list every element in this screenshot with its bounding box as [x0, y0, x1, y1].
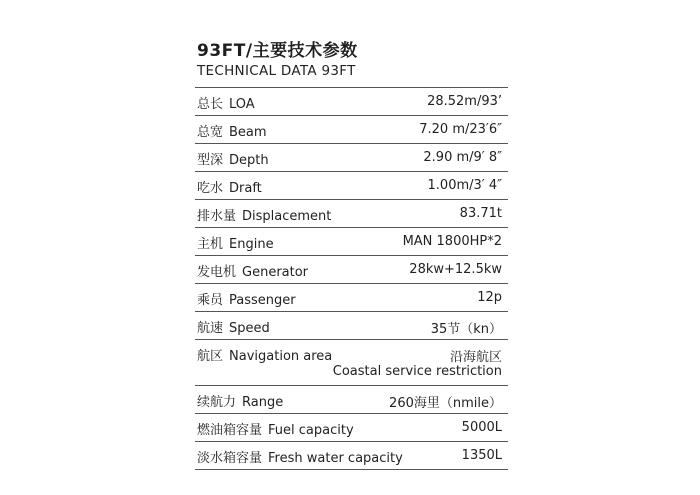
table-row-range	[195, 386, 508, 414]
row-label-en: Range	[242, 395, 284, 410]
row-value: 5000L	[461, 420, 502, 435]
table-row-displacement	[195, 200, 508, 228]
table-row-speed	[195, 312, 508, 340]
row-value: 260海里（nmile）	[389, 396, 502, 411]
row-label-en: Displacement	[242, 209, 332, 224]
row-value: MAN 1800HP*2	[402, 234, 502, 249]
row-value: 1.00m/3′ 4″	[427, 178, 502, 193]
row-label	[197, 447, 403, 466]
row-label-en: LOA	[229, 97, 255, 112]
row-label-cn: 续航力	[197, 395, 237, 410]
row-label-en: Generator	[242, 265, 309, 280]
row-label-cn: 发电机	[197, 265, 237, 280]
row-label-cn: 排水量	[197, 209, 237, 224]
page-subtitle: TECHNICAL DATA 93FT	[197, 63, 356, 79]
row-label	[197, 93, 255, 112]
row-label-cn: 航区	[197, 349, 224, 364]
table-row-passenger	[195, 284, 508, 312]
table-row-fuel-capacity	[195, 414, 508, 442]
technical-data-table	[195, 87, 508, 470]
row-value: 35节（kn）	[430, 322, 502, 337]
row-label	[197, 289, 296, 308]
page-title: 93FT/主要技术参数	[197, 41, 358, 61]
row-label	[197, 261, 308, 280]
row-label	[197, 149, 269, 168]
row-label-en: Fuel capacity	[268, 423, 354, 438]
row-label-cn: 航速	[197, 321, 224, 336]
row-label	[197, 391, 283, 410]
row-label-cn: 总宽	[197, 125, 224, 140]
row-value: 2.90 m/9′ 8″	[423, 150, 502, 165]
row-label	[197, 233, 274, 252]
row-value: 7.20 m/23′6″	[419, 122, 502, 137]
table-row-loa	[195, 88, 508, 116]
row-label-en: Depth	[229, 153, 269, 168]
table-row-depth	[195, 144, 508, 172]
row-value: 1350L	[461, 448, 502, 463]
row-value: 沿海航区	[449, 350, 502, 365]
row-value: 28.52m/93’	[427, 94, 502, 109]
row-label-en: Speed	[229, 321, 270, 336]
row-label-cn: 燃油箱容量	[197, 423, 263, 438]
row-label	[197, 345, 332, 364]
table-row-fresh-water-capacity	[195, 442, 508, 470]
row-label-en: Fresh water capacity	[268, 451, 403, 466]
table-row-generator	[195, 256, 508, 284]
row-value: 83.71t	[459, 206, 502, 221]
table-row-navigation-area	[195, 340, 508, 386]
row-label	[197, 177, 262, 196]
row-label-en: Beam	[229, 125, 267, 140]
row-label-cn: 淡水箱容量	[197, 451, 263, 466]
row-label	[197, 121, 267, 140]
row-label	[197, 205, 331, 224]
table-row-engine	[195, 228, 508, 256]
row-label-en: Engine	[229, 237, 274, 252]
row-label-cn: 乘员	[197, 293, 224, 308]
table-row-beam	[195, 116, 508, 144]
row-label-cn: 吃水	[197, 181, 224, 196]
row-label-cn: 总长	[197, 97, 224, 112]
row-label-en: Passenger	[229, 293, 296, 308]
row-label	[197, 317, 270, 336]
row-value: 28kw+12.5kw	[409, 262, 502, 277]
row-label-en: Navigation area	[229, 349, 333, 364]
row-label	[197, 419, 354, 438]
row-value-secondary: Coastal service restriction	[332, 364, 502, 379]
row-label-cn: 型深	[197, 153, 224, 168]
row-label-cn: 主机	[197, 237, 224, 252]
row-value: 12p	[477, 290, 502, 305]
row-label-en: Draft	[229, 181, 262, 196]
table-row-draft	[195, 172, 508, 200]
